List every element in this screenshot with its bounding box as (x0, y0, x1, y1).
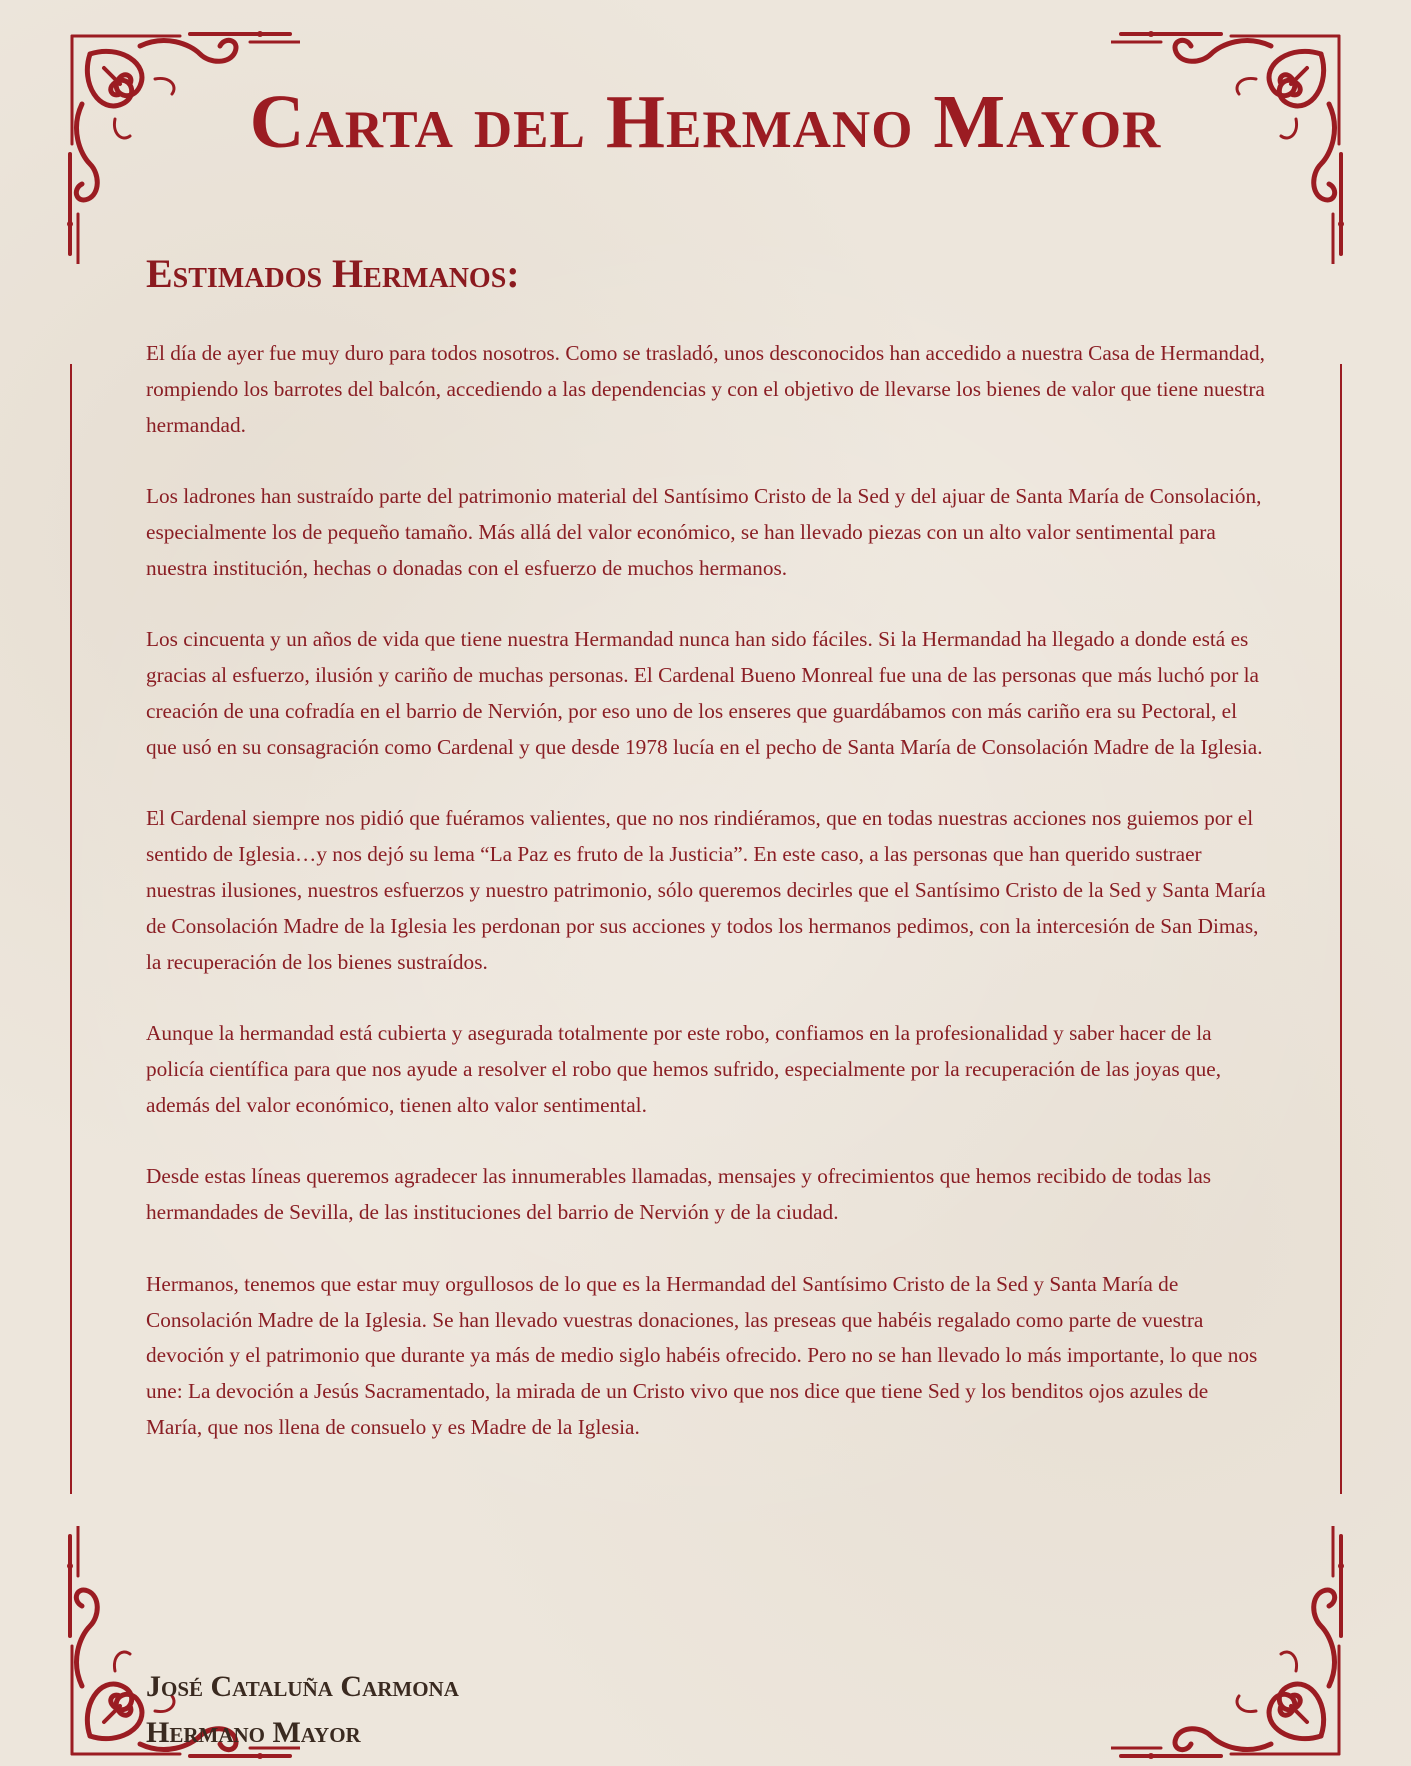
paragraph: Los cincuenta y un años de vida que tiene nuestra Hermandad nunca han sido fáciles. Si la Hermandad ha llegado a donde está es gracias al esfuerzo, ilusión y cariño de muchas personas. El Cardenal Bueno Monreal fue una de las personas que más luchó por la creación de una cofradía en el barrio de Nervión, por eso uno de los enseres que guardábamos con más cariño era su Pectoral, el que usó en su consagración como Cardenal y que desde 1978 lucía en el pecho de Santa María de Consolación Madre de la Iglesia. (146, 627, 1263, 759)
corner-ornament-icon (1111, 1526, 1351, 1766)
paragraph: Hermanos, tenemos que estar muy orgullosos de lo que es la Hermandad del Santísimo Cristo de la Sed y Santa María de Consolación Madre de la Iglesia. Se han llevado vuestras donaciones, las preseas que habéis regalado como parte de vuestra devoción y el patrimonio que durante ya más de medio siglo habéis ofrecido. Pero no se han llevado lo más importante, lo que nos une: La devoción a Jesús Sacramentado, la mirada de un Cristo vivo que nos dice que tiene Sed y los benditos ojos azules de María, que nos llena de consuelo y es Madre de la Iglesia. (146, 1271, 1258, 1439)
paragraph: Los ladrones han sustraído parte del patrimonio material del Santísimo Cristo de la Sed y del ajuar de Santa María de Consolación, especialmente los de pequeño tamaño. Más allá del valor económico, se han llevado piezas con un alto valor sentimental para nuestra institución, hechas o donadas con el esfuerzo de muchos hermanos. (146, 484, 1262, 580)
left-border-line (70, 364, 72, 1494)
signature-role: Hermano Mayor (146, 1716, 361, 1749)
paragraph: El día de ayer fue muy duro para todos nosotros. Como se trasladó, unos desconocidos han accedido a nuestra Casa de Hermandad, rompiendo los barrotes del balcón, accediendo a las dependencias y con el objetivo de llevarse los bienes de valor que tiene nuestra hermandad. (146, 341, 1265, 437)
paragraph: Aunque la hermandad está cubierta y asegurada totalmente por este robo, confiamos en la profesionalidad y saber hacer de la policía científica para que nos ayude a resolver el robo que hemos sufrido, especialmente por la recuperación de las joyas que, además del valor económico, tienen alto valor sentimental. (146, 1021, 1222, 1117)
salutation: Estimados Hermanos: (146, 251, 520, 296)
signature-name: José Cataluña Carmona (146, 1670, 459, 1703)
paragraph: Desde estas líneas queremos agradecer las innumerables llamadas, mensajes y ofrecimientos que hemos recibido de todas las hermandades de Sevilla, de las instituciones del barrio de Nervión y de la ciudad. (146, 1164, 1212, 1225)
page-title: Carta del Hermano Mayor (249, 80, 1162, 164)
paragraph: El Cardenal siempre nos pidió que fuéramos valientes, que no nos rindiéramos, que en todas nuestras acciones nos guiemos por el sentido de Iglesia…y nos dejó su lema “La Paz es fruto de la Justicia”. En este caso, a las personas que han querido sustraer nuestras ilusiones, nuestros esfuerzos y nuestro patrimonio, sólo queremos decirles que el Santísimo Cristo de la Sed y Santa María de Consolación Madre de la Iglesia les perdonan por sus acciones y todos los hermanos pedimos, con la intercesión de San Dimas, la recuperación de los bienes sustraídos. (146, 806, 1266, 974)
right-border-line (1340, 364, 1342, 1494)
letter-body (146, 336, 1266, 1482)
